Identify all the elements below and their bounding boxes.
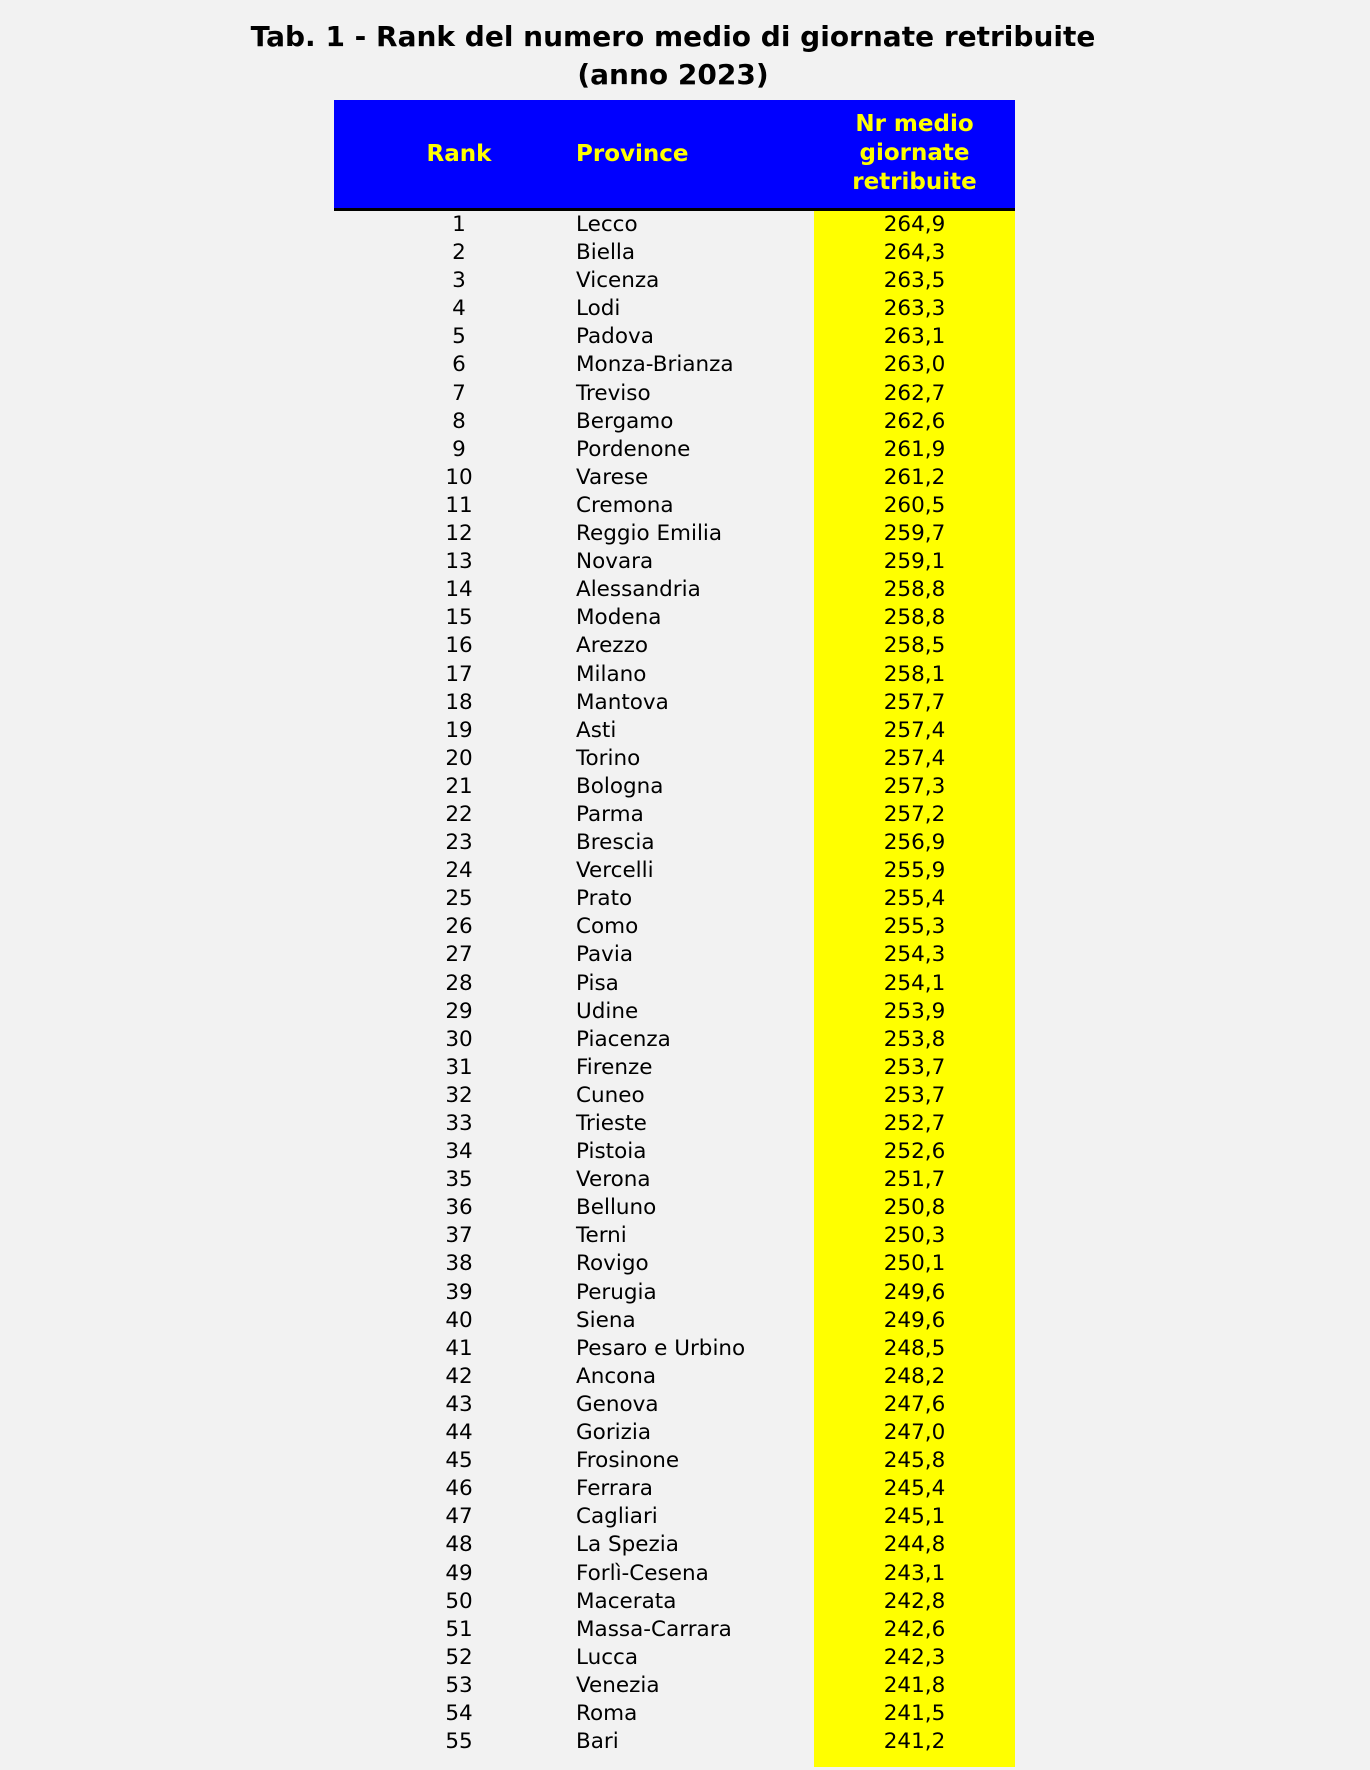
value-cell: 255,9 bbox=[883, 858, 946, 884]
value-cell: 255,4 bbox=[883, 886, 946, 912]
value-cell: 260,5 bbox=[883, 492, 946, 518]
rank-cell: 43 bbox=[445, 1391, 473, 1417]
value-cell: 247,6 bbox=[883, 1391, 946, 1417]
value-cell: 257,3 bbox=[883, 773, 946, 799]
rank-cell: 27 bbox=[445, 942, 473, 968]
province-cell: Vicenza bbox=[576, 268, 660, 294]
table-row bbox=[334, 1391, 1015, 1419]
value-cell: 242,8 bbox=[883, 1588, 946, 1614]
rank-cell: 11 bbox=[445, 492, 473, 518]
table-row bbox=[334, 576, 1015, 604]
value-cell: 241,5 bbox=[883, 1700, 946, 1726]
rank-cell: 28 bbox=[445, 970, 473, 996]
rank-cell: 5 bbox=[452, 324, 466, 350]
rank-cell: 17 bbox=[445, 661, 473, 687]
value-cell: 252,6 bbox=[883, 1139, 946, 1165]
table-row bbox=[334, 1475, 1015, 1503]
table-row bbox=[334, 211, 1015, 239]
province-cell: Lucca bbox=[576, 1644, 639, 1670]
rank-cell: 7 bbox=[452, 380, 466, 406]
table-row bbox=[334, 941, 1015, 969]
table-row bbox=[334, 1700, 1015, 1728]
table-row bbox=[334, 1560, 1015, 1588]
table-title-line1: Tab. 1 - Rank del numero medio di giornate retribuite bbox=[250, 20, 1096, 53]
table-row bbox=[334, 1419, 1015, 1447]
rank-cell: 44 bbox=[445, 1420, 473, 1446]
province-cell: Ancona bbox=[576, 1363, 657, 1389]
table-row bbox=[334, 1531, 1015, 1559]
province-cell: Terni bbox=[576, 1223, 627, 1249]
value-cell: 248,2 bbox=[883, 1363, 946, 1389]
rank-cell: 15 bbox=[445, 605, 473, 631]
value-cell: 249,6 bbox=[883, 1279, 946, 1305]
value-cell: 254,1 bbox=[883, 970, 946, 996]
table-row bbox=[334, 267, 1015, 295]
table-row bbox=[334, 970, 1015, 998]
table-row bbox=[334, 1194, 1015, 1222]
rank-cell: 32 bbox=[445, 1082, 473, 1108]
province-cell: Brescia bbox=[576, 830, 655, 856]
table-row bbox=[334, 1447, 1015, 1475]
table-row bbox=[334, 1026, 1015, 1054]
value-cell: 247,0 bbox=[883, 1420, 946, 1446]
rank-cell: 9 bbox=[452, 436, 466, 462]
province-cell: Torino bbox=[576, 745, 641, 771]
table-row bbox=[334, 492, 1015, 520]
rank-cell: 37 bbox=[445, 1223, 473, 1249]
table-body bbox=[334, 211, 1015, 1756]
table-row bbox=[334, 1138, 1015, 1166]
rank-cell: 12 bbox=[445, 521, 473, 547]
value-cell: 264,3 bbox=[883, 240, 946, 266]
value-cell: 262,6 bbox=[883, 408, 946, 434]
value-cell: 251,7 bbox=[883, 1167, 946, 1193]
rank-cell: 54 bbox=[445, 1700, 473, 1726]
province-cell: Asti bbox=[576, 717, 617, 743]
value-cell: 257,4 bbox=[883, 717, 946, 743]
table-row bbox=[334, 380, 1015, 408]
table-row bbox=[334, 1616, 1015, 1644]
value-cell: 250,3 bbox=[883, 1223, 946, 1249]
province-cell: Pordenone bbox=[576, 436, 691, 462]
value-cell: 254,3 bbox=[883, 942, 946, 968]
value-cell: 264,9 bbox=[883, 212, 946, 237]
table-row bbox=[334, 857, 1015, 885]
table-row bbox=[334, 885, 1015, 913]
province-cell: Lodi bbox=[576, 296, 621, 322]
value-cell: 253,9 bbox=[883, 998, 946, 1024]
province-cell: Treviso bbox=[576, 380, 651, 406]
table-row bbox=[334, 548, 1015, 576]
value-cell: 249,6 bbox=[883, 1307, 946, 1333]
province-cell: Reggio Emilia bbox=[576, 521, 723, 547]
value-cell: 261,9 bbox=[883, 436, 946, 462]
province-cell: Venezia bbox=[576, 1672, 660, 1698]
value-cell: 245,1 bbox=[883, 1504, 946, 1530]
rank-cell: 47 bbox=[445, 1504, 473, 1530]
rank-cell: 21 bbox=[445, 773, 473, 799]
table-row bbox=[334, 1110, 1015, 1138]
table-row bbox=[334, 520, 1015, 548]
province-cell: Prato bbox=[576, 886, 633, 912]
table-row bbox=[334, 1672, 1015, 1700]
table-row bbox=[334, 1363, 1015, 1391]
value-cell: 256,9 bbox=[883, 830, 946, 856]
rank-cell: 8 bbox=[452, 408, 466, 434]
rank-cell: 3 bbox=[452, 268, 466, 294]
value-cell: 258,1 bbox=[883, 661, 946, 687]
province-cell: Pesaro e Urbino bbox=[576, 1335, 746, 1361]
table-row bbox=[334, 661, 1015, 689]
province-cell: Frosinone bbox=[576, 1448, 680, 1474]
value-cell: 259,1 bbox=[883, 549, 946, 575]
table-row bbox=[334, 632, 1015, 660]
value-cell: 257,7 bbox=[883, 689, 946, 715]
table-row bbox=[334, 773, 1015, 801]
rank-cell: 41 bbox=[445, 1335, 473, 1361]
province-cell: Perugia bbox=[576, 1279, 657, 1305]
rank-cell: 40 bbox=[445, 1307, 473, 1333]
header-value-line2: giornate bbox=[859, 140, 970, 166]
value-cell: 259,7 bbox=[883, 521, 946, 547]
province-cell: Ferrara bbox=[576, 1476, 653, 1502]
province-cell: Massa-Carrara bbox=[576, 1616, 732, 1642]
rank-cell: 53 bbox=[445, 1672, 473, 1698]
rank-cell: 6 bbox=[452, 352, 466, 378]
rank-cell: 48 bbox=[445, 1532, 473, 1558]
rank-cell: 35 bbox=[445, 1167, 473, 1193]
table-row bbox=[334, 829, 1015, 857]
table-row bbox=[334, 1250, 1015, 1278]
header-value-line1: Nr medio bbox=[855, 111, 974, 137]
table-row bbox=[334, 604, 1015, 632]
rank-cell: 23 bbox=[445, 830, 473, 856]
province-cell: Pavia bbox=[576, 942, 634, 968]
table-row bbox=[334, 1222, 1015, 1250]
ranking-table bbox=[334, 100, 1015, 1756]
rank-cell: 38 bbox=[445, 1251, 473, 1277]
rank-cell: 1 bbox=[452, 212, 466, 237]
rank-cell: 45 bbox=[445, 1448, 473, 1474]
value-cell: 258,5 bbox=[883, 633, 946, 659]
province-cell: Rovigo bbox=[576, 1251, 649, 1277]
table-row bbox=[334, 1082, 1015, 1110]
rank-cell: 33 bbox=[445, 1111, 473, 1136]
table-row bbox=[334, 1279, 1015, 1307]
value-cell: 250,8 bbox=[883, 1195, 946, 1221]
province-cell: Milano bbox=[576, 661, 647, 687]
rank-cell: 19 bbox=[445, 717, 473, 743]
rank-cell: 13 bbox=[445, 549, 473, 575]
table-row bbox=[334, 1166, 1015, 1194]
table-row bbox=[334, 745, 1015, 773]
province-cell: Firenze bbox=[576, 1054, 653, 1080]
value-cell: 262,7 bbox=[883, 380, 946, 406]
province-cell: Como bbox=[576, 914, 639, 940]
province-cell: Udine bbox=[576, 998, 639, 1024]
header-rank: Rank bbox=[426, 141, 492, 167]
value-cell: 261,2 bbox=[883, 464, 946, 490]
province-cell: Vercelli bbox=[576, 858, 654, 884]
province-cell: Pisa bbox=[576, 970, 619, 996]
value-cell: 245,8 bbox=[883, 1448, 946, 1474]
value-cell: 263,5 bbox=[883, 268, 946, 294]
province-cell: Piacenza bbox=[576, 1026, 671, 1052]
table-row bbox=[334, 436, 1015, 464]
province-cell: Verona bbox=[576, 1167, 651, 1193]
rank-cell: 31 bbox=[445, 1054, 473, 1080]
value-cell: 258,8 bbox=[883, 577, 946, 603]
header-value bbox=[814, 110, 1015, 197]
table-row bbox=[334, 239, 1015, 267]
rank-cell: 26 bbox=[445, 914, 473, 940]
province-cell: Pistoia bbox=[576, 1139, 647, 1165]
table-title bbox=[0, 18, 1346, 94]
province-cell: Monza-Brianza bbox=[576, 352, 734, 378]
table-row bbox=[334, 351, 1015, 379]
table-row bbox=[334, 464, 1015, 492]
value-cell: 257,4 bbox=[883, 745, 946, 771]
value-cell: 243,1 bbox=[883, 1560, 946, 1586]
rank-cell: 25 bbox=[445, 886, 473, 912]
rank-cell: 34 bbox=[445, 1139, 473, 1165]
province-cell: Forlì-Cesena bbox=[576, 1560, 709, 1586]
value-cell: 252,7 bbox=[883, 1111, 946, 1136]
value-cell: 241,2 bbox=[883, 1729, 946, 1755]
value-cell: 263,0 bbox=[883, 352, 946, 378]
rank-cell: 24 bbox=[445, 858, 473, 884]
province-cell: Cuneo bbox=[576, 1082, 645, 1108]
rank-cell: 49 bbox=[445, 1560, 473, 1586]
rank-cell: 16 bbox=[445, 633, 473, 659]
province-cell: Trieste bbox=[576, 1111, 647, 1136]
province-cell: Bari bbox=[576, 1729, 619, 1755]
province-cell: Lecco bbox=[576, 212, 638, 237]
table-row bbox=[334, 717, 1015, 745]
rank-cell: 29 bbox=[445, 998, 473, 1024]
province-cell: Gorizia bbox=[576, 1420, 652, 1446]
value-cell: 263,1 bbox=[883, 324, 946, 350]
value-cell: 245,4 bbox=[883, 1476, 946, 1502]
table-row bbox=[334, 295, 1015, 323]
province-cell: La Spezia bbox=[576, 1532, 679, 1558]
header-value-line3: retribuite bbox=[852, 169, 977, 195]
value-cell: 253,7 bbox=[883, 1082, 946, 1108]
rank-cell: 20 bbox=[445, 745, 473, 771]
rank-cell: 46 bbox=[445, 1476, 473, 1502]
province-cell: Biella bbox=[576, 240, 636, 266]
province-cell: Arezzo bbox=[576, 633, 649, 659]
table-row bbox=[334, 998, 1015, 1026]
province-cell: Modena bbox=[576, 605, 662, 631]
rank-cell: 4 bbox=[452, 296, 466, 322]
rank-cell: 52 bbox=[445, 1644, 473, 1670]
province-cell: Varese bbox=[576, 464, 649, 490]
table-title-line2: (anno 2023) bbox=[577, 58, 769, 91]
rank-cell: 36 bbox=[445, 1195, 473, 1221]
value-cell: 257,2 bbox=[883, 801, 946, 827]
value-cell: 248,5 bbox=[883, 1335, 946, 1361]
province-cell: Cagliari bbox=[576, 1504, 658, 1530]
rank-cell: 14 bbox=[445, 577, 473, 603]
value-cell: 244,8 bbox=[883, 1532, 946, 1558]
table-row bbox=[334, 1644, 1015, 1672]
rank-cell: 30 bbox=[445, 1026, 473, 1052]
table-row bbox=[334, 1335, 1015, 1363]
header-province: Province bbox=[576, 141, 689, 167]
province-cell: Novara bbox=[576, 549, 654, 575]
table-row bbox=[334, 1307, 1015, 1335]
table-row bbox=[334, 1588, 1015, 1616]
rank-cell: 51 bbox=[445, 1616, 473, 1642]
rank-cell: 39 bbox=[445, 1279, 473, 1305]
rank-cell: 42 bbox=[445, 1363, 473, 1389]
province-cell: Roma bbox=[576, 1700, 638, 1726]
value-cell: 250,1 bbox=[883, 1251, 946, 1277]
value-cell: 263,3 bbox=[883, 296, 946, 322]
table-row bbox=[334, 408, 1015, 436]
value-cell: 241,8 bbox=[883, 1672, 946, 1698]
province-cell: Parma bbox=[576, 801, 644, 827]
province-cell: Bologna bbox=[576, 773, 664, 799]
table-row bbox=[334, 1054, 1015, 1082]
value-cell: 253,8 bbox=[883, 1026, 946, 1052]
value-cell: 242,6 bbox=[883, 1616, 946, 1642]
province-cell: Padova bbox=[576, 324, 654, 350]
province-cell: Bergamo bbox=[576, 408, 674, 434]
table-row bbox=[334, 323, 1015, 351]
province-cell: Mantova bbox=[576, 689, 669, 715]
rank-cell: 18 bbox=[445, 689, 473, 715]
table-row bbox=[334, 801, 1015, 829]
province-cell: Cremona bbox=[576, 492, 674, 518]
table-row bbox=[334, 689, 1015, 717]
rank-cell: 55 bbox=[445, 1729, 473, 1755]
rank-cell: 50 bbox=[445, 1588, 473, 1614]
table-header bbox=[334, 100, 1015, 211]
province-cell: Genova bbox=[576, 1391, 659, 1417]
table-row bbox=[334, 913, 1015, 941]
province-cell: Siena bbox=[576, 1307, 636, 1333]
value-cell: 242,3 bbox=[883, 1644, 946, 1670]
rank-cell: 22 bbox=[445, 801, 473, 827]
province-cell: Alessandria bbox=[576, 577, 701, 603]
province-cell: Belluno bbox=[576, 1195, 657, 1221]
province-cell: Macerata bbox=[576, 1588, 677, 1614]
table-row bbox=[334, 1728, 1015, 1756]
table-row bbox=[334, 1503, 1015, 1531]
value-cell: 255,3 bbox=[883, 914, 946, 940]
rank-cell: 10 bbox=[445, 464, 473, 490]
value-cell: 253,7 bbox=[883, 1054, 946, 1080]
value-cell: 258,8 bbox=[883, 605, 946, 631]
rank-cell: 2 bbox=[452, 240, 466, 266]
